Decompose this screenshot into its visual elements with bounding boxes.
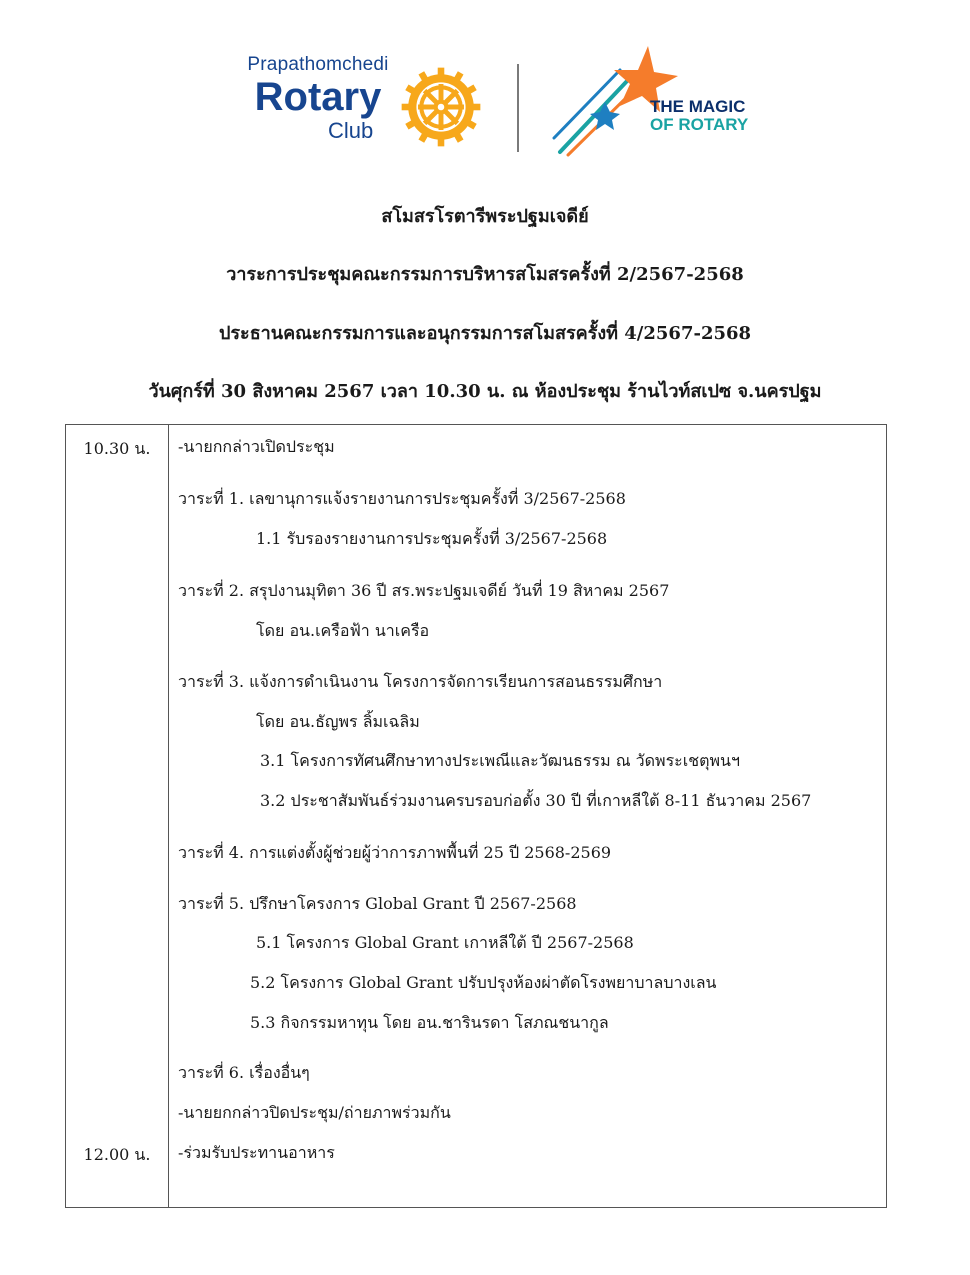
agenda-item-3-1: 3.1 โครงการทัศนศึกษาทางประเพณีและวัฒนธรรม ณ วัดพระเชตุพนฯ	[260, 751, 740, 770]
agenda-item-6: วาระที่ 6. เรื่องอื่นๆ	[178, 1063, 310, 1082]
agenda-item-2-by: โดย อน.เครือฟ้า นาเครือ	[256, 621, 430, 640]
agenda-item-5: วาระที่ 5. ปรึกษาโครงการ Global Grant ปี 2567-2568	[178, 894, 577, 913]
agenda-item-2: วาระที่ 2. สรุปงานมุทิตา 36 ปี สร.พระปฐมเจดีย์ วันที่ 19 สิหาคม 2567	[178, 581, 670, 600]
start-time: 10.30 น.	[83, 439, 151, 458]
agenda-item-1: วาระที่ 1. เลขานุการแจ้งรายงานการประชุมครั้งที่ 3/2567-2568	[178, 489, 626, 508]
end-time: 12.00 น.	[83, 1145, 151, 1164]
meeting-title-heading: วาระการประชุมคณะกรรมการบริหารสโมสรครั้งที่ 2/2567-2568	[226, 264, 744, 285]
rotary-wheel-icon	[400, 66, 482, 148]
club-name-heading: สโมสรโรตารีพระปฐมเจดีย์	[381, 206, 589, 227]
agenda-table	[65, 424, 887, 1208]
date-place-heading: วันศุกร์ที่ 30 สิงหาคม 2567 เวลา 10.30 น. ณ ห้องประชุม ร้านไวท์สเปซ จ.นครปฐม	[148, 381, 822, 402]
table-column-divider	[168, 425, 169, 1207]
club-logo-line1: Prapathomchedi	[247, 54, 389, 75]
club-logo-text	[218, 54, 418, 144]
agenda-item-1-1: 1.1 รับรองรายงานการประชุมครั้งที่ 3/2567-2568	[256, 529, 608, 548]
agenda-item-5-3: 5.3 กิจกรรมหาทุน โดย อน.ชารินรดา โสภณชนากูล	[250, 1013, 609, 1032]
magic-line2: OF ROTARY	[650, 115, 749, 134]
agenda-item-5-2: 5.2 โครงการ Global Grant ปรับปรุงห้องผ่าตัดโรงพยาบาลบางเลน	[250, 973, 717, 992]
header-logos	[210, 40, 770, 165]
agenda-item-3: วาระที่ 3. แจ้งการดำเนินงาน โครงการจัดการเรียนการสอนธรรมศึกษา	[178, 672, 663, 691]
lunch-line: -ร่วมรับประทานอาหาร	[178, 1143, 335, 1162]
magic-line1: THE MAGIC	[650, 97, 746, 116]
agenda-item-5-1: 5.1 โครงการ Global Grant เกาหลีใต้ ปี 2567-2568	[256, 933, 634, 952]
agenda-item-3-2: 3.2 ประชาสัมพันธ์ร่วมงานครบรอบก่อตั้ง 30 ปี ที่เกาหลีใต้ 8-11 ธันวาคม 2567	[260, 791, 812, 810]
agenda-item-3-by: โดย อน.ธัญพร ลิ้มเฉลิม	[256, 712, 420, 731]
magic-of-rotary-text	[650, 98, 748, 134]
committee-title-heading: ประธานคณะกรรมการและอนุกรรมการสโมสรครั้งที่ 4/2567-2568	[218, 323, 752, 344]
club-logo-line3: Club	[328, 118, 374, 143]
logo-divider	[517, 64, 519, 152]
club-logo-line2: Rotary	[254, 75, 382, 119]
agenda-item-4: วาระที่ 4. การแต่งตั้งผู้ช่วยผู้ว่าการภาพพื้นที่ 25 ปี 2568-2569	[178, 843, 612, 862]
opening-line: -นายกกล่าวเปิดประชุม	[178, 437, 335, 456]
closing-line: -นายยกกล่าวปิดประชุม/ถ่ายภาพร่วมกัน	[178, 1103, 451, 1122]
